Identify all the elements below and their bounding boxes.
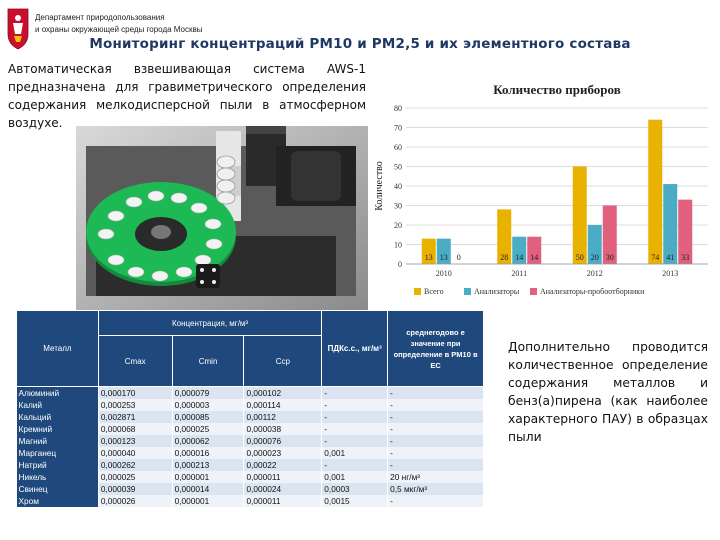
cell-pdk: - xyxy=(322,423,388,435)
cell-cmax: 0,000026 xyxy=(98,495,172,507)
cell-metal: Кремний xyxy=(17,423,99,435)
cell-pdk: - xyxy=(322,459,388,471)
data-label: 13 xyxy=(439,253,448,262)
cell-metal: Кальций xyxy=(17,411,99,423)
x-tick-label: 2010 xyxy=(435,269,452,278)
header-concentration: Концентрация, мг/м³ xyxy=(98,311,321,336)
cell-pdk: - xyxy=(322,435,388,447)
cell-metal: Никель xyxy=(17,471,99,483)
cell-csr: 0,000011 xyxy=(244,471,322,483)
cell-csr: 0,000076 xyxy=(244,435,322,447)
x-tick-label: 2012 xyxy=(586,269,603,278)
cell-eu: - xyxy=(388,435,484,447)
data-label: 14 xyxy=(515,253,524,262)
metals-table-container xyxy=(16,310,484,540)
y-axis-label: Количество xyxy=(374,161,385,211)
cell-cmax: 0,002871 xyxy=(98,411,172,423)
table-row xyxy=(17,387,484,400)
data-label: 20 xyxy=(590,253,599,262)
x-tick-label: 2013 xyxy=(662,269,679,278)
cell-metal: Хром xyxy=(17,495,99,507)
table-row xyxy=(17,423,484,435)
page-title: Мониторинг концентраций PM10 и PM2,5 и их элементного состава xyxy=(89,36,631,52)
cell-pdk: 0,001 xyxy=(322,447,388,459)
data-label: 13 xyxy=(424,253,433,262)
cell-eu: 0,5 мкг/м³ xyxy=(388,483,484,495)
cell-eu: - xyxy=(388,447,484,459)
y-tick-label: 80 xyxy=(394,104,402,113)
cell-cmax: 0,000040 xyxy=(98,447,172,459)
cell-cmin: 0,000003 xyxy=(172,399,244,411)
header-eu-annual: среднегодово е значение при определение в PM10 в ЕС xyxy=(388,311,484,387)
table-row xyxy=(17,447,484,459)
y-tick-label: 70 xyxy=(394,123,402,133)
cell-eu: 20 нг/м³ xyxy=(388,471,484,483)
cell-csr: 0,00112 xyxy=(244,411,322,423)
y-tick-label: 30 xyxy=(394,201,402,211)
intro-text: Автоматическая взвешивающая система AWS-1 предназначена для гравиметрического определения содержания мелкодисперсной пыли в атмосферном воздухе. xyxy=(8,62,366,130)
cell-pdk: 0,001 xyxy=(322,471,388,483)
table-row xyxy=(17,411,484,423)
table-row xyxy=(17,483,484,495)
table-row xyxy=(17,399,484,411)
org-line-2: и охраны окружающей среды города Москвы xyxy=(35,25,203,34)
cell-cmin: 0,000014 xyxy=(172,483,244,495)
cell-eu: - xyxy=(388,399,484,411)
cell-pdk: - xyxy=(322,387,388,400)
metals-concentration-table xyxy=(16,310,484,507)
data-label: 0 xyxy=(456,253,461,262)
cell-csr: 0,000038 xyxy=(244,423,322,435)
cell-pdk: - xyxy=(322,411,388,423)
cell-csr: 0,000024 xyxy=(244,483,322,495)
cell-eu: - xyxy=(388,423,484,435)
cell-eu: - xyxy=(388,495,484,507)
cell-cmin: 0,000001 xyxy=(172,471,244,483)
y-tick-label: 50 xyxy=(394,162,402,172)
legend-label: Анализаторы-пробоотборники xyxy=(540,287,645,296)
cell-cmax: 0,000068 xyxy=(98,423,172,435)
table-row xyxy=(17,495,484,507)
side-text: Дополнительно проводится количественное определение содержания металлов и бенз(а)пирена (как наиболее характерного ПАУ) в образцах пыли xyxy=(508,340,708,444)
data-label: 28 xyxy=(500,253,509,262)
cell-cmin: 0,000213 xyxy=(172,459,244,471)
y-tick-label: 60 xyxy=(394,143,402,152)
cell-cmin: 0,000025 xyxy=(172,423,244,435)
cell-csr: 0,00022 xyxy=(244,459,322,471)
table-row xyxy=(17,471,484,483)
cell-cmax: 0,000039 xyxy=(98,483,172,495)
cell-metal: Свинец xyxy=(17,483,99,495)
data-label: 14 xyxy=(530,253,539,262)
cell-eu: - xyxy=(388,387,484,400)
legend-swatch xyxy=(414,288,421,295)
legend-swatch xyxy=(530,288,537,295)
cell-csr: 0,000114 xyxy=(244,399,322,411)
bar-2013-0 xyxy=(648,120,662,264)
device-count-chart xyxy=(370,78,715,310)
data-label: 33 xyxy=(681,253,690,262)
header-csr: Cср xyxy=(244,336,322,387)
cell-cmax: 0,000170 xyxy=(98,387,172,400)
cell-cmin: 0,000062 xyxy=(172,435,244,447)
cell-cmin: 0,000079 xyxy=(172,387,244,400)
data-label: 30 xyxy=(605,253,614,262)
aws1-device-photo xyxy=(76,126,368,312)
cell-cmax: 0,000262 xyxy=(98,459,172,471)
org-line-1: Департамент природопользования xyxy=(35,13,165,22)
y-tick-label: 40 xyxy=(394,182,402,191)
table-row xyxy=(17,435,484,447)
cell-metal: Марганец xyxy=(17,447,99,459)
cell-eu: - xyxy=(388,411,484,423)
cell-metal: Натрий xyxy=(17,459,99,471)
x-tick-label: 2011 xyxy=(511,269,528,278)
table-row xyxy=(17,459,484,471)
cell-pdk: 0,0015 xyxy=(322,495,388,507)
data-label: 74 xyxy=(651,253,660,262)
cell-metal: Магний xyxy=(17,435,99,447)
organization-name xyxy=(35,12,203,36)
header-cmax: Cmax xyxy=(98,336,172,387)
y-tick-label: 0 xyxy=(398,260,402,269)
cell-cmax: 0,000123 xyxy=(98,435,172,447)
cell-pdk: 0,0003 xyxy=(322,483,388,495)
data-label: 50 xyxy=(575,253,584,262)
cell-cmin: 0,000016 xyxy=(172,447,244,459)
y-tick-label: 20 xyxy=(394,221,402,230)
data-label: 41 xyxy=(666,253,675,262)
cell-cmin: 0,000085 xyxy=(172,411,244,423)
cell-csr: 0,000102 xyxy=(244,387,322,400)
bar-2013-1 xyxy=(663,184,677,264)
y-tick-label: 10 xyxy=(394,240,402,250)
legend-label: Всего xyxy=(424,287,444,296)
header-pdk: ПДКс.с., мг/м³ xyxy=(322,311,388,387)
header-cmin: Cmin xyxy=(172,336,244,387)
bar-2012-0 xyxy=(573,167,587,265)
cell-cmax: 0,000253 xyxy=(98,399,172,411)
cell-pdk: - xyxy=(322,399,388,411)
chart-title: Количество приборов xyxy=(493,82,621,97)
header-metal: Металл xyxy=(17,311,99,387)
cell-metal: Калий xyxy=(17,399,99,411)
legend-swatch xyxy=(464,288,471,295)
cell-cmin: 0,000001 xyxy=(172,495,244,507)
cell-metal: Алюминий xyxy=(17,387,99,400)
cell-cmax: 0,000025 xyxy=(98,471,172,483)
cell-eu: - xyxy=(388,459,484,471)
cell-csr: 0,000011 xyxy=(244,495,322,507)
cell-csr: 0,000023 xyxy=(244,447,322,459)
legend-label: Анализаторы xyxy=(474,287,520,296)
